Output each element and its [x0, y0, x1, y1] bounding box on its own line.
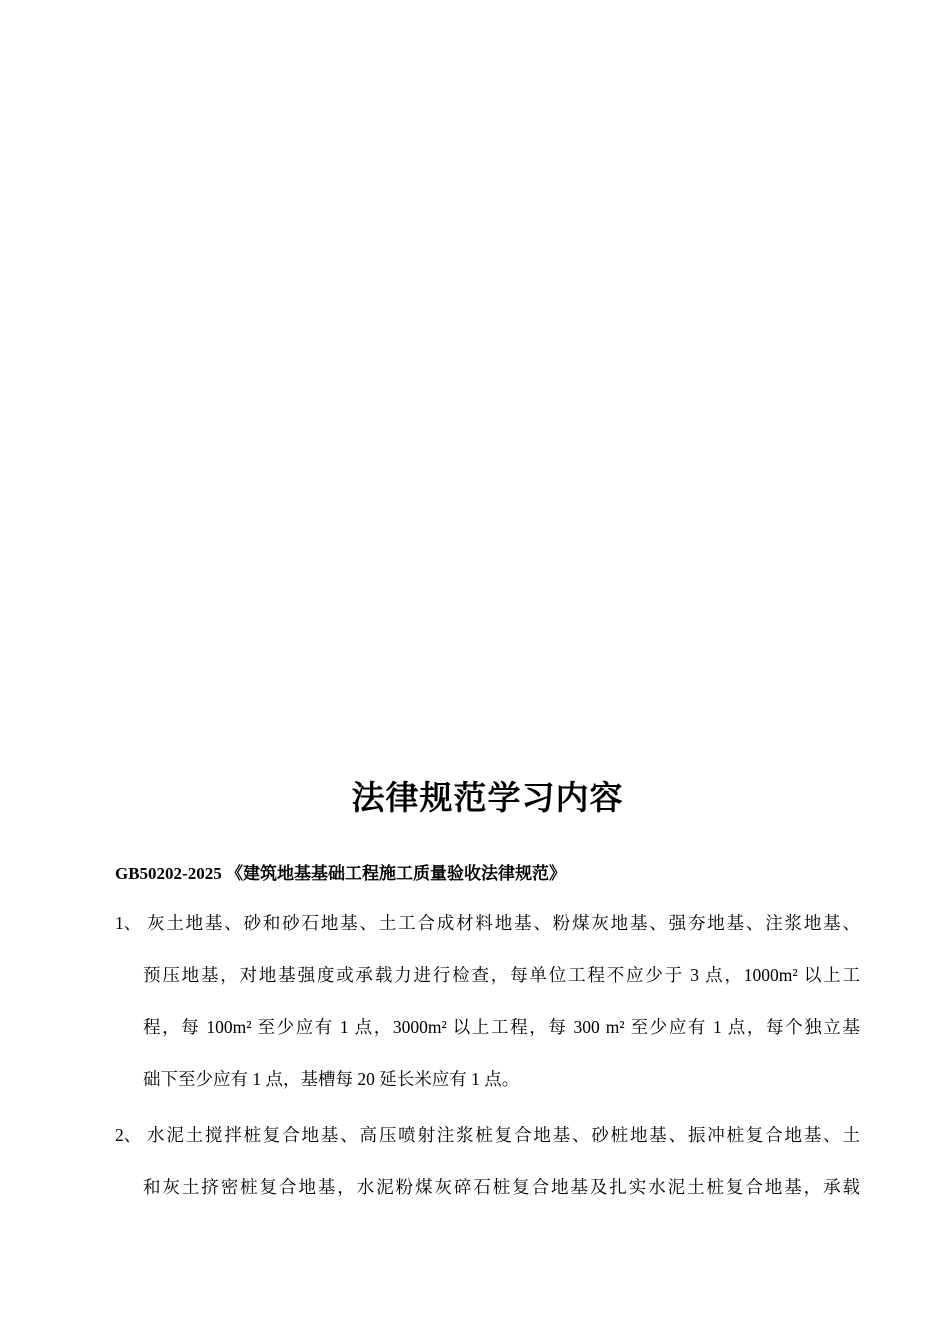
list-item-line: 预压地基，对地基强度或承载力进行检查，每单位工程不应少于 3 点，1000m² 以上工 [143, 965, 860, 985]
list-item-number: 2、 [115, 1125, 142, 1145]
standard-heading: GB50202-2025 《建筑地基基础工程施工质量验收法律规范》 [115, 864, 566, 883]
list-item-1 [115, 897, 860, 1105]
list-item-line: 程，每 100m² 至少应有 1 点，3000m² 以上工程，每 300 m² 至少应有 1 点，每个独立基 [143, 1017, 860, 1037]
list-item-line: 础下至少应有 1 点，基槽每 20 延长米应有 1 点。 [143, 1069, 520, 1089]
list-item-2 [115, 1109, 860, 1213]
list-item-line: 水泥土搅拌桩复合地基、高压喷射注浆桩复合地基、砂桩地基、振冲桩复合地基、土 [147, 1125, 860, 1145]
list-item-line: 灰土地基、砂和砂石地基、土工合成材料地基、粉煤灰地基、强夯地基、注浆地基、 [147, 913, 860, 933]
list-item-line: 和灰土挤密桩复合地基，水泥粉煤灰碎石桩复合地基及扎实水泥土桩复合地基，承载 [143, 1177, 860, 1197]
document-title: 法律规范学习内容 [351, 778, 624, 817]
list-item-number: 1、 [115, 913, 142, 933]
